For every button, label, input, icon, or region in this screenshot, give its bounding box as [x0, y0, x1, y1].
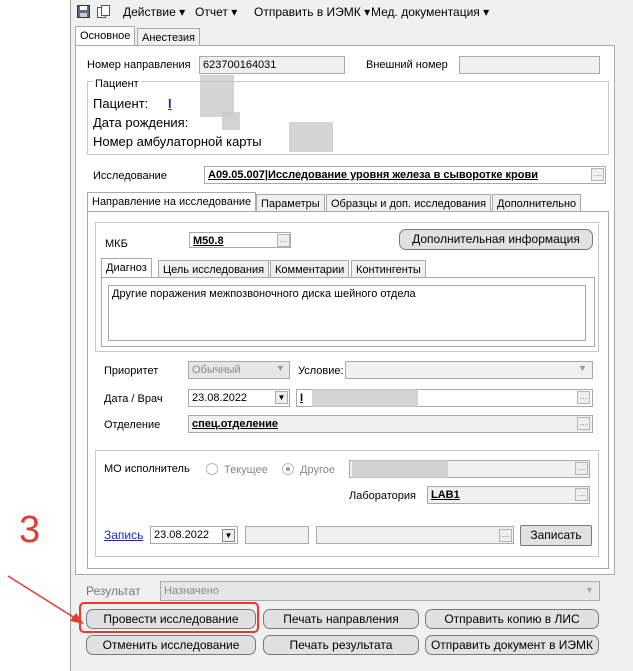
record-date-value: 23.08.2022 [154, 529, 210, 541]
lab-select-icon[interactable]: … [575, 488, 588, 501]
record-link[interactable]: Запись [104, 528, 144, 542]
lab-label: Лаборатория [349, 490, 416, 502]
tab-anesthesia[interactable]: Анестезия [137, 28, 200, 46]
conduct-study-button[interactable]: Провести исследование [86, 609, 256, 629]
lab-field[interactable] [427, 486, 590, 504]
tab-contingents[interactable]: Контингенты [351, 260, 426, 278]
patient-name-link[interactable]: I [168, 96, 172, 111]
mo-current-radio[interactable] [206, 463, 218, 475]
lab-value: LAB1 [431, 489, 460, 501]
study-value: A09.05.007|Исследование уровня железа в сыворотке крови [208, 169, 538, 181]
department-label: Отделение [104, 419, 161, 431]
doctor-select-icon[interactable]: … [577, 391, 590, 404]
mkb-select-icon[interactable]: … [277, 234, 290, 247]
patient-label: Пациент: [93, 96, 149, 111]
mkb-field[interactable] [189, 232, 291, 248]
record-time-field[interactable] [245, 526, 309, 544]
external-number-field[interactable] [459, 56, 600, 74]
mo-executor-label: МО исполнитель [104, 463, 190, 475]
send-iemk-button[interactable]: Отправить документ в ИЭМК [425, 635, 599, 655]
calendar-dropdown-icon[interactable]: ▼ [275, 391, 288, 404]
tab-comments[interactable]: Комментарии [270, 260, 349, 278]
mo-other-label: Другое [300, 464, 335, 476]
send-lis-button[interactable]: Отправить копию в ЛИС [425, 609, 599, 629]
result-select[interactable] [160, 581, 600, 601]
print-referral-button[interactable]: Печать направления [263, 609, 419, 629]
step-number-annotation: 3 [19, 509, 41, 551]
tab-parameters[interactable]: Параметры [256, 194, 325, 212]
cancel-study-button[interactable]: Отменить исследование [86, 635, 256, 655]
department-value: спец.отделение [192, 418, 278, 430]
priority-value: Обычный [192, 364, 241, 376]
result-value: Назначено [164, 585, 219, 597]
date-value: 23.08.2022 [192, 392, 248, 404]
redacted-patient [200, 75, 234, 117]
record-slot-field[interactable] [316, 526, 514, 544]
chevron-down-icon: ▼ [585, 585, 594, 595]
department-field[interactable] [188, 415, 593, 433]
redacted-dob [222, 112, 240, 130]
study-label: Исследование [93, 170, 167, 182]
tab-samples[interactable]: Образцы и доп. исследования [326, 194, 491, 212]
mkb-value: M50.8 [193, 235, 224, 247]
study-select-icon[interactable]: … [591, 168, 604, 181]
save-icon[interactable] [77, 5, 90, 18]
menu-action[interactable]: Действие ▾ [123, 5, 186, 19]
redacted-card [289, 122, 333, 152]
copy-icon[interactable] [97, 5, 110, 18]
diagnosis-textarea[interactable]: Другие поражения межпозвоночного диска шейного отдела [108, 285, 586, 341]
mo-select-icon[interactable]: … [575, 462, 588, 475]
chevron-down-icon: ▼ [578, 363, 587, 373]
mo-other-radio[interactable] [282, 463, 294, 475]
priority-label: Приоритет [104, 365, 159, 377]
chevron-down-icon: ▼ [276, 363, 285, 373]
mkb-label: МКБ [105, 238, 128, 250]
dob-label: Дата рождения: [93, 115, 189, 130]
card-number-label: Номер амбулаторной карты [93, 134, 262, 149]
redacted-doctor [312, 389, 418, 407]
result-label: Результат [86, 584, 141, 598]
menu-med-docs[interactable]: Мед. документация ▾ [371, 5, 490, 19]
tab-main[interactable]: Основное [75, 26, 135, 46]
tab-additional[interactable]: Дополнительно [492, 194, 581, 212]
patient-group-title: Пациент [95, 78, 139, 90]
redacted-mo [352, 460, 448, 478]
date-doctor-label: Дата / Врач [104, 393, 163, 405]
referral-number-field[interactable]: 623700164031 [199, 56, 345, 74]
tab-study-goal[interactable]: Цель исследования [158, 260, 269, 278]
record-button[interactable]: Записать [520, 525, 592, 546]
condition-select[interactable] [345, 361, 593, 379]
doctor-value: I [300, 392, 304, 404]
print-result-button[interactable]: Печать результата [263, 635, 419, 655]
study-field[interactable] [204, 166, 606, 184]
priority-select[interactable] [188, 361, 290, 379]
arrow-annotation [0, 570, 90, 630]
tab-referral[interactable]: Направление на исследование [87, 192, 256, 212]
department-select-icon[interactable]: … [577, 417, 590, 430]
menu-report[interactable]: Отчет ▾ [195, 5, 238, 19]
tab-diagnosis[interactable]: Диагноз [101, 258, 152, 278]
menu-send-iemk[interactable]: Отправить в ИЭМК ▾ [254, 5, 371, 19]
mo-current-label: Текущее [224, 464, 268, 476]
external-number-label: Внешний номер [366, 59, 448, 71]
extra-info-button[interactable]: Дополнительная информация [399, 229, 593, 250]
record-calendar-icon[interactable]: ▼ [222, 529, 235, 542]
record-select-icon[interactable]: … [499, 529, 512, 542]
condition-label: Условие: [298, 365, 344, 377]
menubar [71, 0, 633, 24]
referral-number-label: Номер направления [87, 59, 191, 71]
